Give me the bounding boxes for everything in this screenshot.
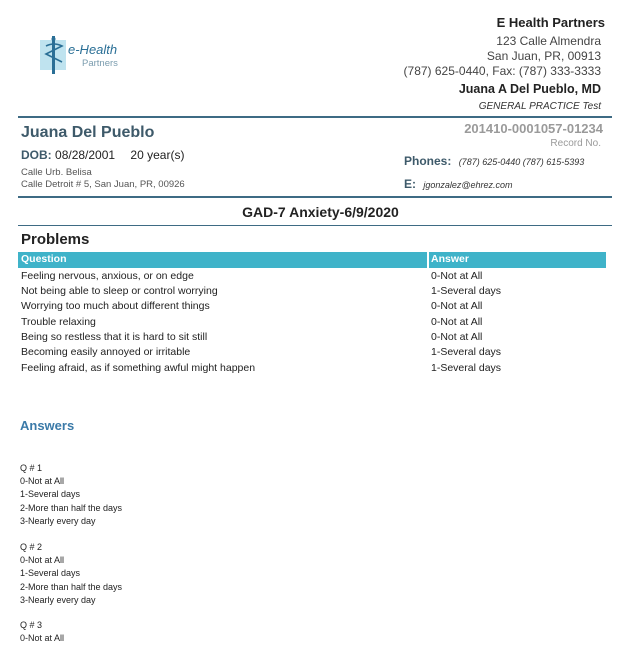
logo-text-top: e-Health (68, 42, 118, 57)
patient-dob (21, 148, 184, 162)
answer-option: 0-Not at All (20, 476, 65, 487)
problems-table-header (18, 252, 606, 268)
org-contact-line: (787) 625-0440, Fax: (787) 333-3333 (403, 64, 601, 78)
answer-option: 2-More than half the days (20, 502, 123, 513)
answer-option: 1-Several days (20, 489, 81, 500)
column-answer: Answer (431, 253, 469, 265)
table-row (21, 285, 609, 300)
record-label: Record No. (550, 138, 601, 149)
row-answer: 0-Not at All (431, 316, 483, 328)
row-answer: 1-Several days (431, 285, 502, 297)
table-row (21, 270, 609, 285)
org-address-line2: San Juan, PR, 00913 (486, 49, 601, 63)
row-answer: 0-Not at All (431, 331, 483, 343)
patient-phones (404, 154, 584, 168)
row-answer: 1-Several days (431, 346, 502, 358)
answer-option: 0-Not at All (20, 633, 65, 644)
row-question: Not being able to sleep or control worrying (21, 285, 218, 297)
problems-heading: Problems (21, 231, 90, 248)
email-label: E: (404, 177, 416, 191)
column-question: Question (21, 253, 67, 265)
row-answer: 0-Not at All (431, 300, 483, 312)
table-row (21, 346, 609, 361)
patient-name: Juana Del Pueblo (21, 124, 155, 141)
column-separator (427, 252, 429, 268)
patient-age: 20 year(s) (130, 148, 185, 162)
answer-option: 1-Several days (20, 568, 81, 579)
answer-group (20, 462, 122, 528)
answer-group (20, 541, 122, 607)
patient-divider (18, 196, 612, 198)
row-answer: 1-Several days (431, 362, 502, 374)
table-row (21, 331, 609, 346)
dob-value: 08/28/2001 (55, 148, 116, 162)
row-question: Becoming easily annoyed or irritable (21, 346, 191, 358)
answer-group-label: Q # 2 (20, 542, 43, 552)
form-title: GAD-7 Anxiety-6/9/2020 (242, 204, 399, 220)
header-divider (18, 116, 612, 118)
answer-option: 3-Nearly every day (20, 515, 96, 526)
answer-option: 0-Not at All (20, 555, 65, 566)
row-question: Worrying too much about different things (21, 300, 210, 312)
dob-label: DOB: (21, 148, 52, 162)
patient-address-line1: Calle Urb. Belisa (21, 167, 92, 178)
patient-address-line2: Calle Detroit # 5, San Juan, PR, 00926 (21, 179, 185, 190)
doctor-specialty: GENERAL PRACTICE Test (478, 101, 601, 112)
table-row (21, 316, 609, 331)
doctor-name: Juana A Del Pueblo, MD (458, 82, 601, 96)
row-answer: 0-Not at All (431, 270, 483, 282)
answers-heading: Answers (20, 418, 75, 433)
answer-option: 3-Nearly every day (20, 594, 96, 605)
phones-value: (787) 625-0440 (787) 615-5393 (458, 157, 585, 167)
table-row (21, 300, 609, 315)
row-question: Being so restless that it is hard to sit still (21, 331, 208, 343)
table-row (21, 362, 609, 377)
answer-group-label: Q # 1 (20, 463, 43, 473)
org-name: E Health Partners (496, 15, 605, 30)
patient-email (404, 177, 513, 191)
email-value: jgonzalez@ehrez.com (423, 180, 513, 190)
logo-text-bottom: Partners (82, 58, 118, 69)
row-question: Feeling nervous, anxious, or on edge (21, 270, 194, 282)
row-question: Feeling afraid, as if something awful might happen (21, 362, 256, 374)
org-address-line1: 123 Calle Almendra (496, 34, 601, 48)
phones-label: Phones: (404, 154, 452, 168)
answer-group-label: Q # 3 (20, 620, 43, 630)
answer-group (20, 619, 64, 645)
record-number: 201410-0001057-01234 (464, 121, 603, 136)
title-divider (18, 225, 612, 226)
logo (38, 36, 118, 76)
answer-option: 2-More than half the days (20, 581, 123, 592)
row-question: Trouble relaxing (21, 316, 96, 328)
